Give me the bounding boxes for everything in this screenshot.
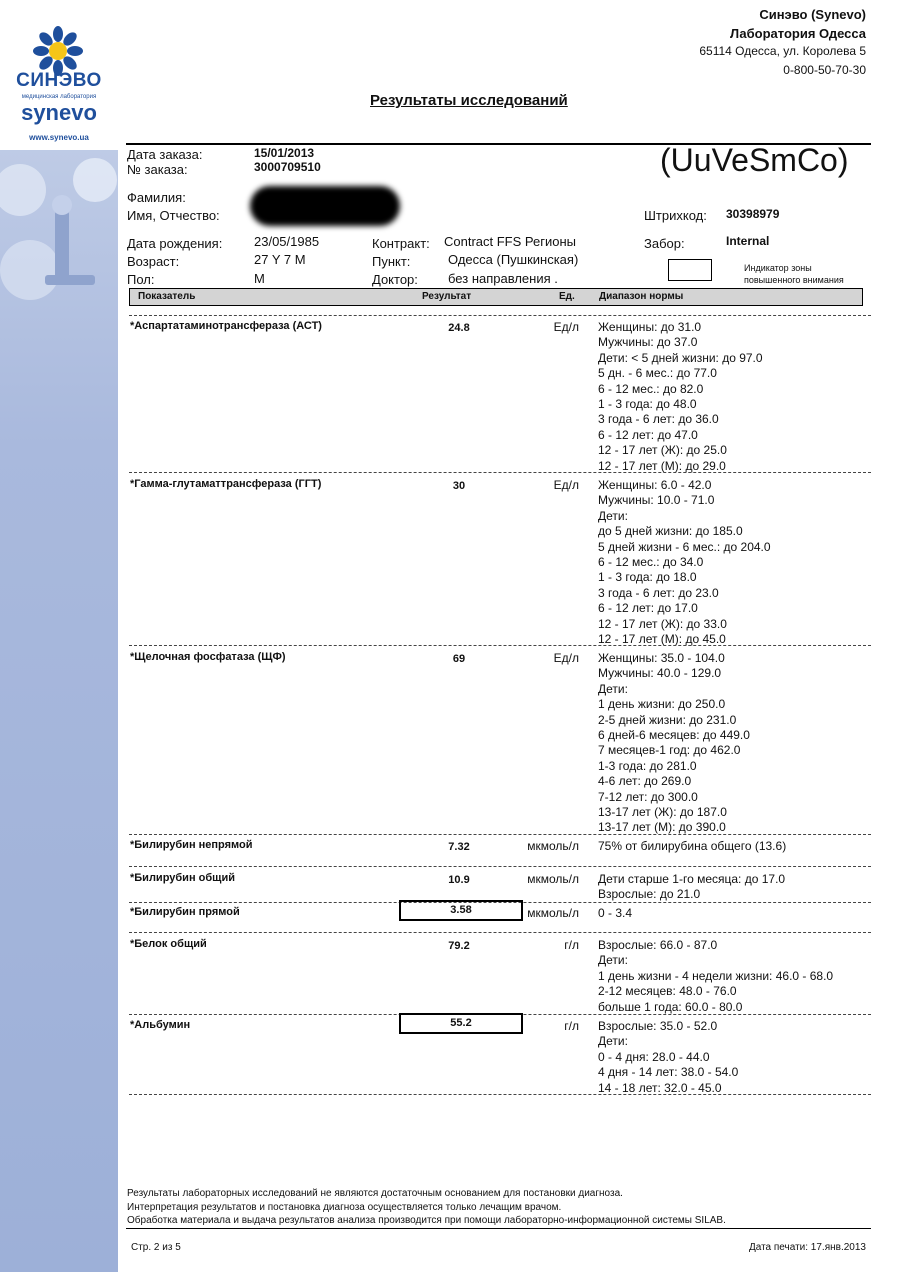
- test-range: [598, 906, 632, 921]
- test-unit: г/л: [564, 938, 579, 952]
- row-divider: [129, 932, 871, 933]
- test-range: [598, 320, 763, 474]
- range-line: 1 - 3 года: до 18.0: [598, 570, 697, 585]
- footer-rule: [126, 1228, 871, 1229]
- age-label: Возраст:: [127, 254, 180, 269]
- surname-label: Фамилия:: [127, 190, 186, 205]
- col-name-header: Показатель: [138, 291, 196, 302]
- first-name-label: Имя, Отчество:: [127, 208, 220, 223]
- col-unit-header: Ед.: [559, 291, 575, 302]
- range-line: 5 дн. - 6 мес.: до 77.0: [598, 366, 717, 381]
- lab-phone: 0-800-50-70-30: [783, 63, 866, 77]
- range-line: 1 день жизни - 4 недели жизни: 46.0 - 68.0: [598, 968, 834, 983]
- test-name: *Альбумин: [130, 1019, 191, 1031]
- order-number-label: № заказа:: [127, 162, 188, 177]
- test-name: *Аспартатаминотрансфераза (АСТ): [130, 320, 322, 332]
- test-unit: Ед/л: [553, 320, 579, 334]
- test-result: 7.32: [448, 841, 470, 853]
- contract-label: Контракт:: [372, 236, 430, 251]
- range-line: Дети:: [598, 953, 628, 968]
- test-result-flagged: 55.2: [399, 1013, 523, 1034]
- col-range-header: Диапазон нормы: [599, 291, 684, 302]
- range-line: 3 года - 6 лет: до 23.0: [598, 585, 719, 600]
- age-value: 27 Y 7 M: [254, 252, 306, 267]
- range-line: 13-17 лет (Ж): до 187.0: [598, 805, 727, 820]
- test-result: 79.2: [448, 940, 470, 952]
- test-result-flagged: 3.58: [399, 900, 523, 921]
- test-name: *Билирубин непрямой: [130, 839, 253, 851]
- collection-label: Забор:: [644, 236, 685, 251]
- sidebar: [0, 0, 118, 1272]
- test-unit: г/л: [564, 1019, 579, 1033]
- range-line: 3 года - 6 лет: до 36.0: [598, 412, 719, 427]
- page-number: Стр. 2 из 5: [131, 1242, 181, 1253]
- test-result: 30: [452, 480, 466, 492]
- disclaimer-line-3: Обработка материала и выдача результатов анализа производится при помощи лабораторно-информационной системы SILAB.: [127, 1215, 726, 1226]
- range-line: 6 - 12 мес.: до 34.0: [598, 555, 704, 570]
- doctor-label: Доктор:: [372, 272, 418, 287]
- range-line: 12 - 17 лет (М): до 45.0: [598, 632, 726, 647]
- test-unit: мкмоль/л: [527, 906, 579, 920]
- row-divider: [129, 834, 871, 835]
- test-name: *Щелочная фосфатаза (ЩФ): [130, 651, 286, 663]
- range-line: 2-12 месяцев: 48.0 - 76.0: [598, 984, 737, 999]
- row-divider: [129, 645, 871, 646]
- row-divider: [129, 472, 871, 473]
- redacted-name: [250, 186, 400, 226]
- logo-subtitle: медицинская лаборатория: [21, 94, 97, 100]
- dob-value: 23/05/1985: [254, 234, 320, 249]
- barcode-label: Штрихкод:: [644, 208, 707, 223]
- sex-label: Пол:: [127, 272, 155, 287]
- logo: [0, 0, 118, 150]
- range-line: 13-17 лет (М): до 390.0: [598, 820, 726, 835]
- flower-logo-icon: [33, 26, 83, 76]
- test-unit: Ед/л: [553, 478, 579, 492]
- range-line: Женщины: 6.0 - 42.0: [598, 478, 712, 492]
- range-line: Дети:: [598, 508, 628, 523]
- range-line: 0 - 4 дня: 28.0 - 44.0: [598, 1049, 710, 1064]
- lab-branch: Лаборатория Одесса: [729, 26, 866, 41]
- range-line: 4-6 лет: до 269.0: [598, 774, 692, 789]
- range-line: Дети: < 5 дней жизни: до 97.0: [598, 350, 763, 365]
- test-range: [598, 839, 786, 854]
- range-line: 0 - 3.4: [598, 906, 633, 920]
- range-line: 75% от билирубина общего (13.6): [598, 839, 787, 853]
- range-line: 7-12 лет: до 300.0: [598, 789, 698, 804]
- disclaimer-line-1: Результаты лабораторных исследований не являются достаточным основанием для постановки диагноза.: [127, 1188, 623, 1199]
- range-line: 6 - 12 мес.: до 82.0: [598, 381, 704, 396]
- range-line: 2-5 дней жизни: до 231.0: [598, 712, 737, 727]
- range-line: Мужчины: 40.0 - 129.0: [598, 666, 722, 681]
- range-line: 1 - 3 года: до 48.0: [598, 397, 697, 412]
- test-unit: мкмоль/л: [527, 839, 579, 853]
- row-divider: [129, 315, 871, 316]
- col-result-header: Результат: [422, 291, 472, 302]
- results-table-header: [129, 288, 863, 306]
- print-date: Дата печати: 17.янв.2013: [748, 1242, 866, 1253]
- range-line: 14 - 18 лет: 32.0 - 45.0: [598, 1080, 722, 1095]
- range-line: Дети:: [598, 681, 628, 696]
- indicator-box: [668, 259, 712, 281]
- range-line: Женщины: до 31.0: [598, 320, 702, 334]
- test-range: [598, 478, 771, 647]
- lab-address: 65114 Одесса, ул. Королева 5: [699, 44, 866, 58]
- barcode-value: 30398979: [726, 207, 780, 221]
- range-line: 6 дней-6 месяцев: до 449.0: [598, 728, 750, 743]
- range-line: 1 день жизни: до 250.0: [598, 697, 726, 712]
- order-number: 3000709510: [254, 160, 321, 174]
- range-line: 5 дней жизни - 6 мес.: до 204.0: [598, 539, 771, 554]
- test-range: [598, 1019, 738, 1096]
- range-line: 12 - 17 лет (Ж): до 33.0: [598, 616, 727, 631]
- logo-text-en: synevo: [21, 100, 97, 125]
- microscope-illustration-icon: [0, 150, 118, 330]
- patient-code: (UuVeSmCo): [660, 142, 849, 178]
- range-line: Дети старше 1-го месяца: до 17.0: [598, 872, 786, 886]
- range-line: до 5 дней жизни: до 185.0: [598, 524, 743, 539]
- point-label: Пункт:: [372, 254, 411, 269]
- indicator-legend: Индикатор зоны повышенного внимания: [744, 263, 844, 285]
- range-line: 7 месяцев-1 год: до 462.0: [598, 743, 741, 758]
- page-title: Результаты исследований: [370, 92, 568, 109]
- test-result: 10.9: [448, 874, 470, 886]
- test-name: *Билирубин прямой: [130, 906, 240, 918]
- range-line: 6 - 12 лет: до 47.0: [598, 427, 698, 442]
- range-line: 1-3 года: до 281.0: [598, 758, 697, 773]
- test-name: *Билирубин общий: [130, 872, 235, 884]
- dob-label: Дата рождения:: [127, 236, 223, 251]
- logo-text-ru: СИНЭВО: [16, 70, 102, 91]
- point-value: Одесса (Пушкинская): [448, 252, 579, 267]
- test-result: 24.8: [448, 322, 470, 334]
- order-date: 15/01/2013: [254, 146, 315, 160]
- range-line: Взрослые: 66.0 - 87.0: [598, 938, 718, 952]
- logo-url: www.synevo.ua: [29, 133, 89, 142]
- range-line: 6 - 12 лет: до 17.0: [598, 601, 698, 616]
- row-divider: [129, 1094, 871, 1095]
- range-line: больше 1 года: 60.0 - 80.0: [598, 999, 743, 1014]
- range-line: Дети:: [598, 1034, 628, 1049]
- collection-value: Internal: [726, 234, 770, 248]
- test-unit: Ед/л: [553, 651, 579, 665]
- sex-value: M: [254, 271, 265, 286]
- range-line: Взрослые: до 21.0: [598, 887, 701, 902]
- doctor-value: без направления .: [448, 271, 558, 286]
- lab-name: Синэво (Synevo): [759, 7, 866, 22]
- test-range: [598, 872, 785, 903]
- disclaimer-line-2: Интерпретация результатов и постановка диагноза осуществляется только лечащим врачом.: [127, 1202, 562, 1213]
- range-line: 4 дня - 14 лет: 38.0 - 54.0: [598, 1065, 739, 1080]
- test-range: [598, 938, 833, 1015]
- range-line: Мужчины: 10.0 - 71.0: [598, 493, 715, 508]
- test-name: *Белок общий: [130, 938, 207, 950]
- range-line: 12 - 17 лет (М): до 29.0: [598, 458, 726, 473]
- test-result: 69: [452, 653, 466, 665]
- test-unit: мкмоль/л: [527, 872, 579, 886]
- range-line: Мужчины: до 37.0: [598, 335, 698, 350]
- contract-value: Contract FFS Регионы: [444, 234, 576, 249]
- test-name: *Гамма-глутаматтрансфераза (ГГТ): [130, 478, 322, 490]
- range-line: Женщины: 35.0 - 104.0: [598, 651, 725, 665]
- row-divider: [129, 866, 871, 867]
- test-range: [598, 651, 750, 836]
- order-date-label: Дата заказа:: [127, 147, 203, 162]
- range-line: Взрослые: 35.0 - 52.0: [598, 1019, 718, 1033]
- range-line: 12 - 17 лет (Ж): до 25.0: [598, 443, 727, 458]
